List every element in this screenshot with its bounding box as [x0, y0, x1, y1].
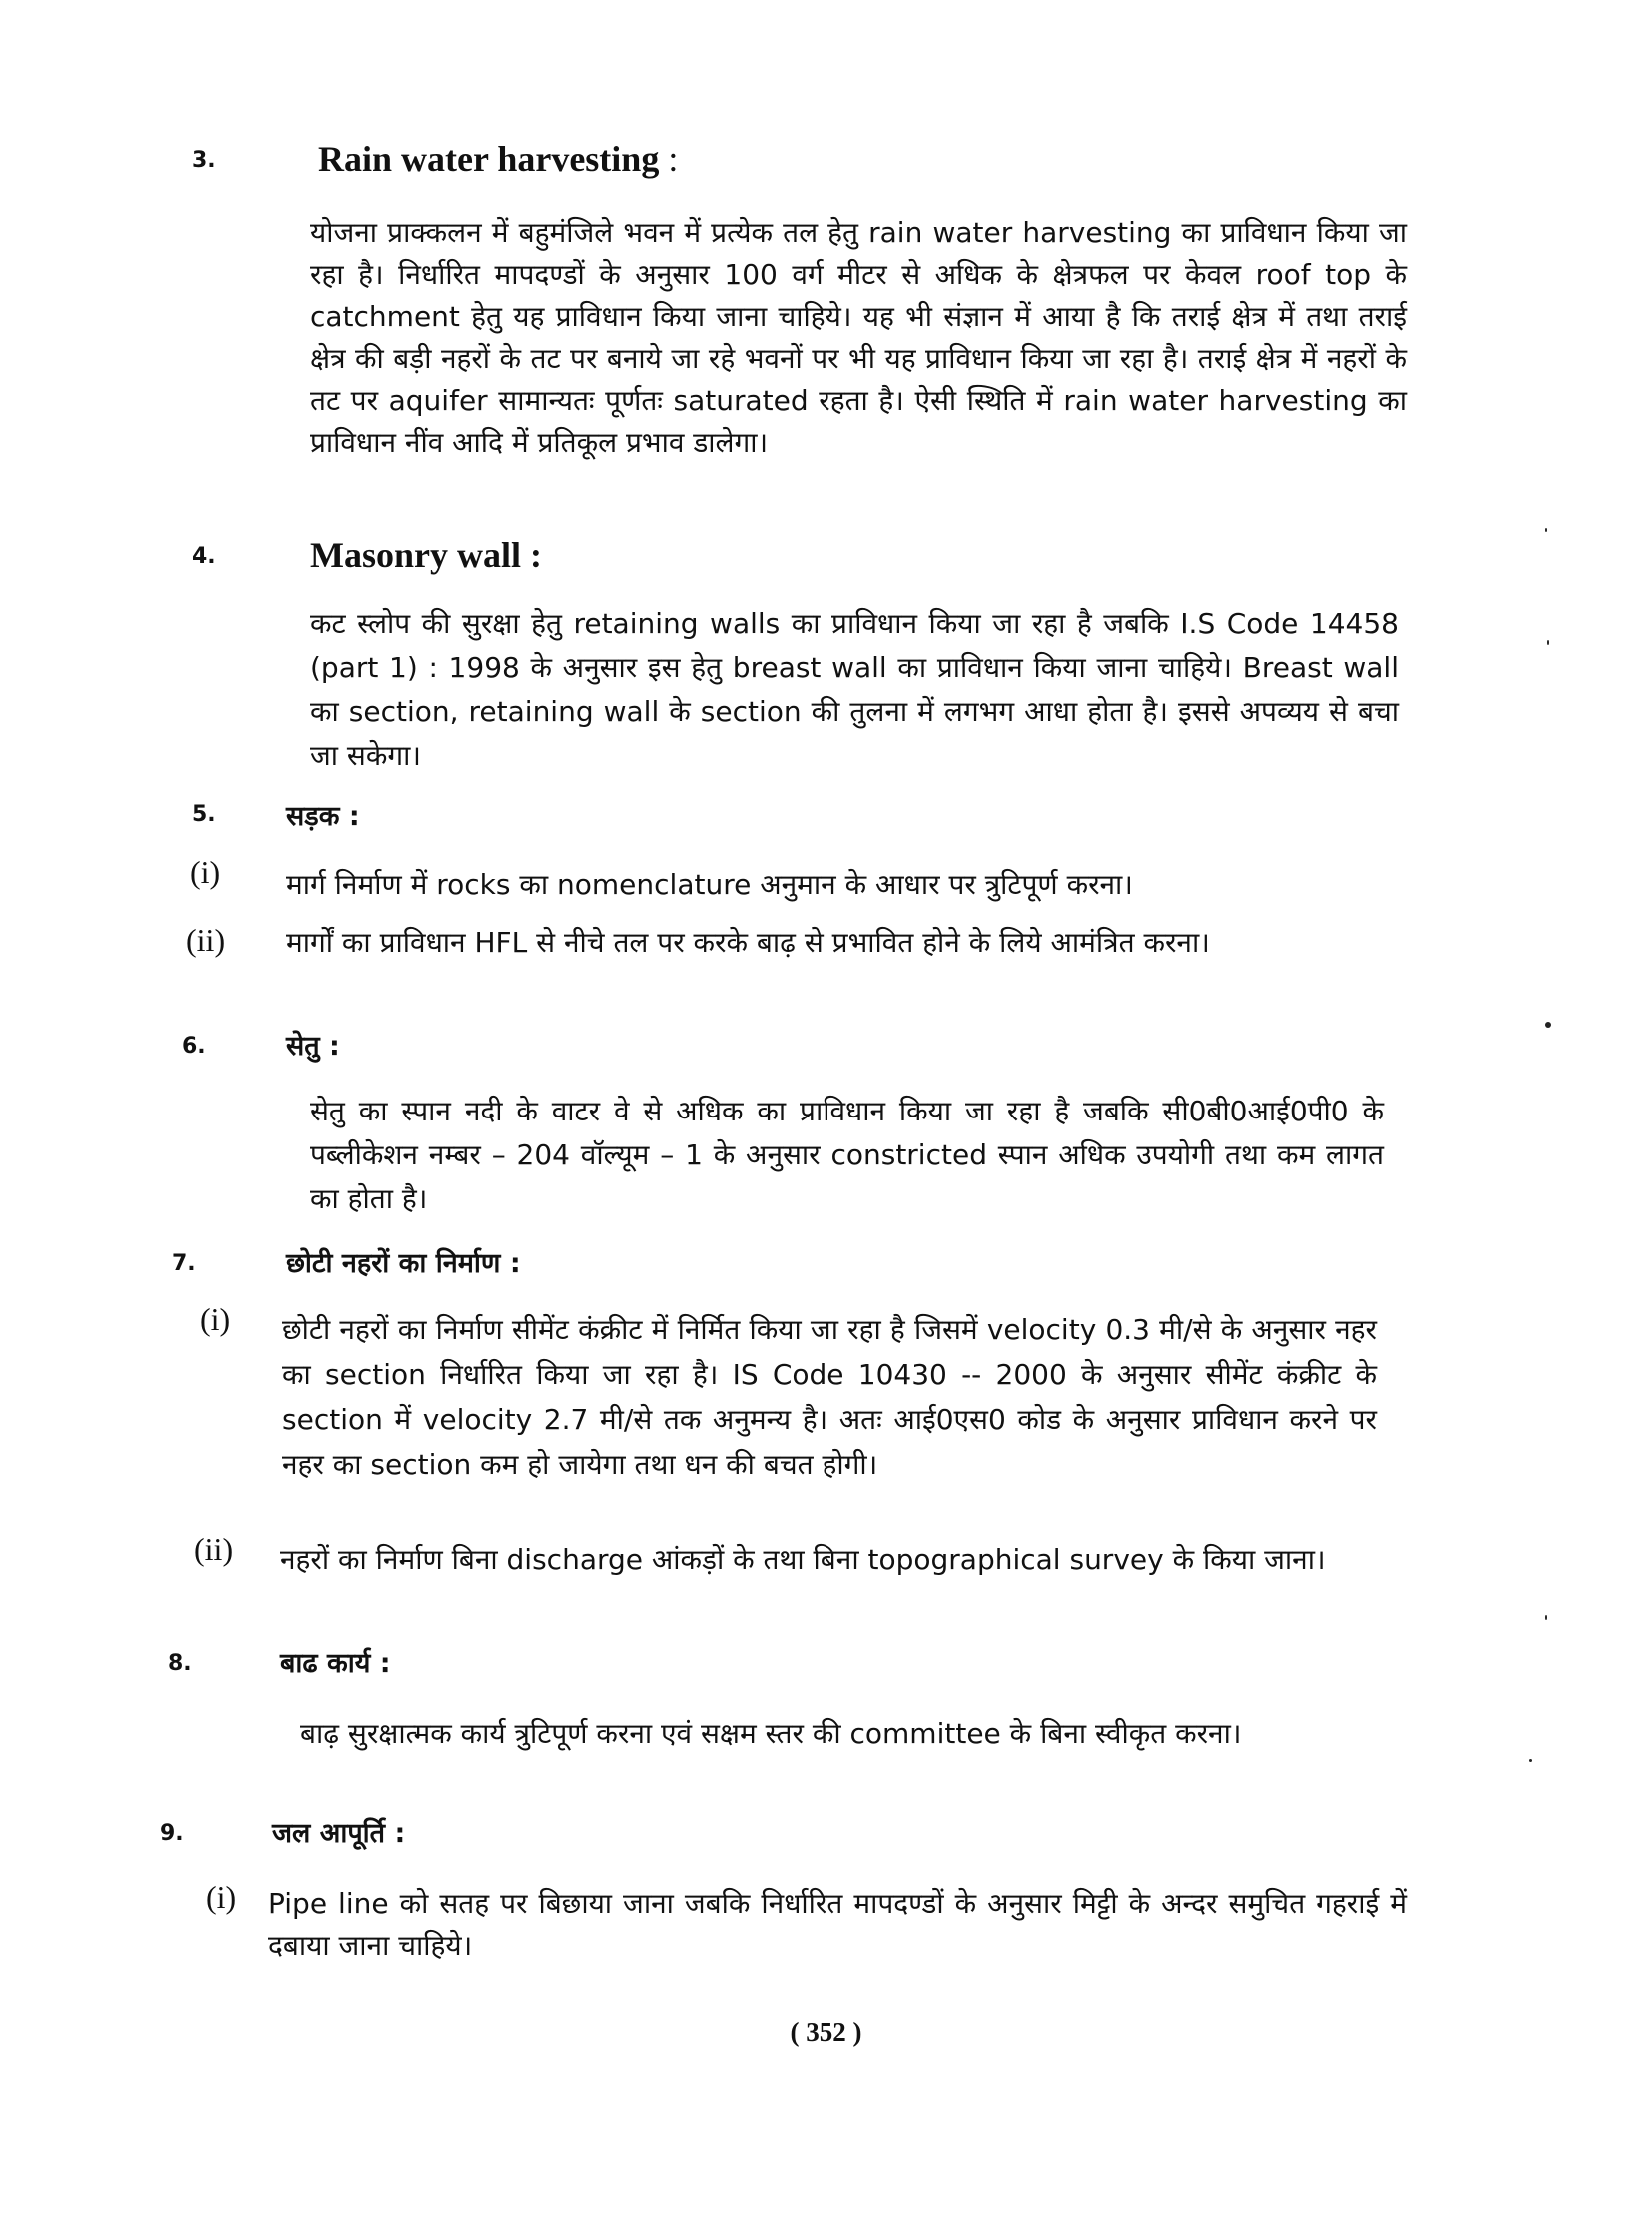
item-label: (i)	[190, 854, 221, 890]
item-text: मार्ग निर्माण में rocks का nomenclature अनुमान के आधार पर त्रुटिपूर्ण करना।	[286, 868, 1133, 901]
scan-speck	[1545, 1615, 1547, 1620]
section-number: 4.	[192, 544, 216, 569]
item-text: Pipe line को सतह पर बिछाया जाना जबकि निर्धारित मापदण्डों के अनुसार मिट्टी के अन्दर समुचित गहराई में दबाया जाना चाहिये।	[268, 1887, 1407, 1962]
item-label: (ii)	[186, 922, 226, 958]
section-number: 8.	[168, 1651, 192, 1676]
section-paragraph: योजना प्राक्कलन में बहुमंजिले भवन में प्रत्येक तल हेतु rain water harvesting का प्राविधान किया जा रहा है। निर्धारित मापदण्डों के अनुसार 100 वर्ग मीटर से अधिक के क्षेत्रफल पर केवल roof top के catchment हेतु यह प्राविधान किया जाना चाहिये। यह भी संज्ञान में आया है कि तराई क्षेत्र में तथा तराई क्षेत्र की बड़ी नहरों के तट पर बनाये जा रहे भवनों पर भी यह प्राविधान किया जा रहा है। तराई क्षेत्र में नहरों के तट पर aquifer सामान्यतः पूर्णतः saturated रहता है। ऐसी स्थिति में rain water harvesting का प्राविधान नींव आदि में प्रतिकूल प्रभाव डालेगा।	[310, 216, 1407, 459]
section-paragraph: कट स्लोप की सुरक्षा हेतु retaining walls का प्राविधान किया जा रहा है जबकि I.S Code 14458 (part 1) : 1998 के अनुसार इस हेतु breast wall का प्राविधान किया जाना चाहिये। Breast wall का section, retaining wall के section की तुलना में लगभग आधा होता है। इससे अपव्यय से बचा जा सकेगा।	[310, 607, 1399, 772]
section-heading: जल आपूर्ति :	[272, 1818, 406, 1849]
item-label: (i)	[200, 1301, 231, 1337]
section-paragraph: बाढ़ सुरक्षात्मक कार्य त्रुटिपूर्ण करना एवं सक्षम स्तर की committee के बिना स्वीकृत करना।	[300, 1717, 1242, 1750]
section-heading: सड़क :	[286, 801, 360, 832]
section-heading	[318, 138, 678, 180]
scan-speck	[1545, 1022, 1551, 1028]
item-label: (i)	[206, 1879, 237, 1915]
heading-text: Rain water harvesting	[318, 139, 660, 179]
item-text: मार्गों का प्राविधान HFL से नीचे तल पर करके बाढ़ से प्रभावित होने के लिये आमंत्रित करना।	[286, 926, 1210, 959]
page-number: ( 352 )	[790, 2017, 862, 2047]
item-label: (ii)	[194, 1531, 234, 1567]
section-heading: सेतु :	[286, 1031, 340, 1062]
item-text: छोटी नहरों का निर्माण सीमेंट कंक्रीट में निर्मित किया जा रहा है जिसमें velocity 0.3 मी/से के अनुसार नहर का section निर्धारित किया जा रहा है। IS Code 10430 -- 2000 के अनुसार सीमेंट कंक्रीट के section में velocity 2.7 मी/से तक अनुमन्य है। अतः आई0एस0 कोड के अनुसार प्राविधान करने पर नहर का section कम हो जायेगा तथा धन की बचत होगी।	[282, 1313, 1377, 1481]
scan-speck	[1529, 1759, 1532, 1762]
section-heading: बाढ कार्य :	[280, 1648, 391, 1679]
scan-speck	[1545, 528, 1547, 532]
section-heading: Masonry wall :	[310, 535, 542, 575]
section-number: 7.	[172, 1251, 196, 1276]
heading-suffix: :	[659, 139, 679, 179]
section-number: 5.	[192, 802, 216, 827]
item-text: नहरों का निर्माण बिना discharge आंकड़ों के तथा बिना topographical survey के किया जाना।	[280, 1543, 1326, 1576]
section-number: 6.	[182, 1034, 206, 1059]
section-paragraph: सेतु का स्पान नदी के वाटर वे से अधिक का प्राविधान किया जा रहा है जबकि सी0बी0आई0पी0 के पब्लीकेशन नम्बर – 204 वॉल्यूम – 1 के अनुसार constricted स्पान अधिक उपयोगी तथा कम लागत का होता है।	[310, 1095, 1384, 1215]
section-heading: छोटी नहरों का निर्माण :	[286, 1248, 521, 1279]
section-number: 3.	[192, 148, 216, 173]
section-number: 9.	[160, 1821, 184, 1846]
scan-speck	[1547, 640, 1549, 645]
